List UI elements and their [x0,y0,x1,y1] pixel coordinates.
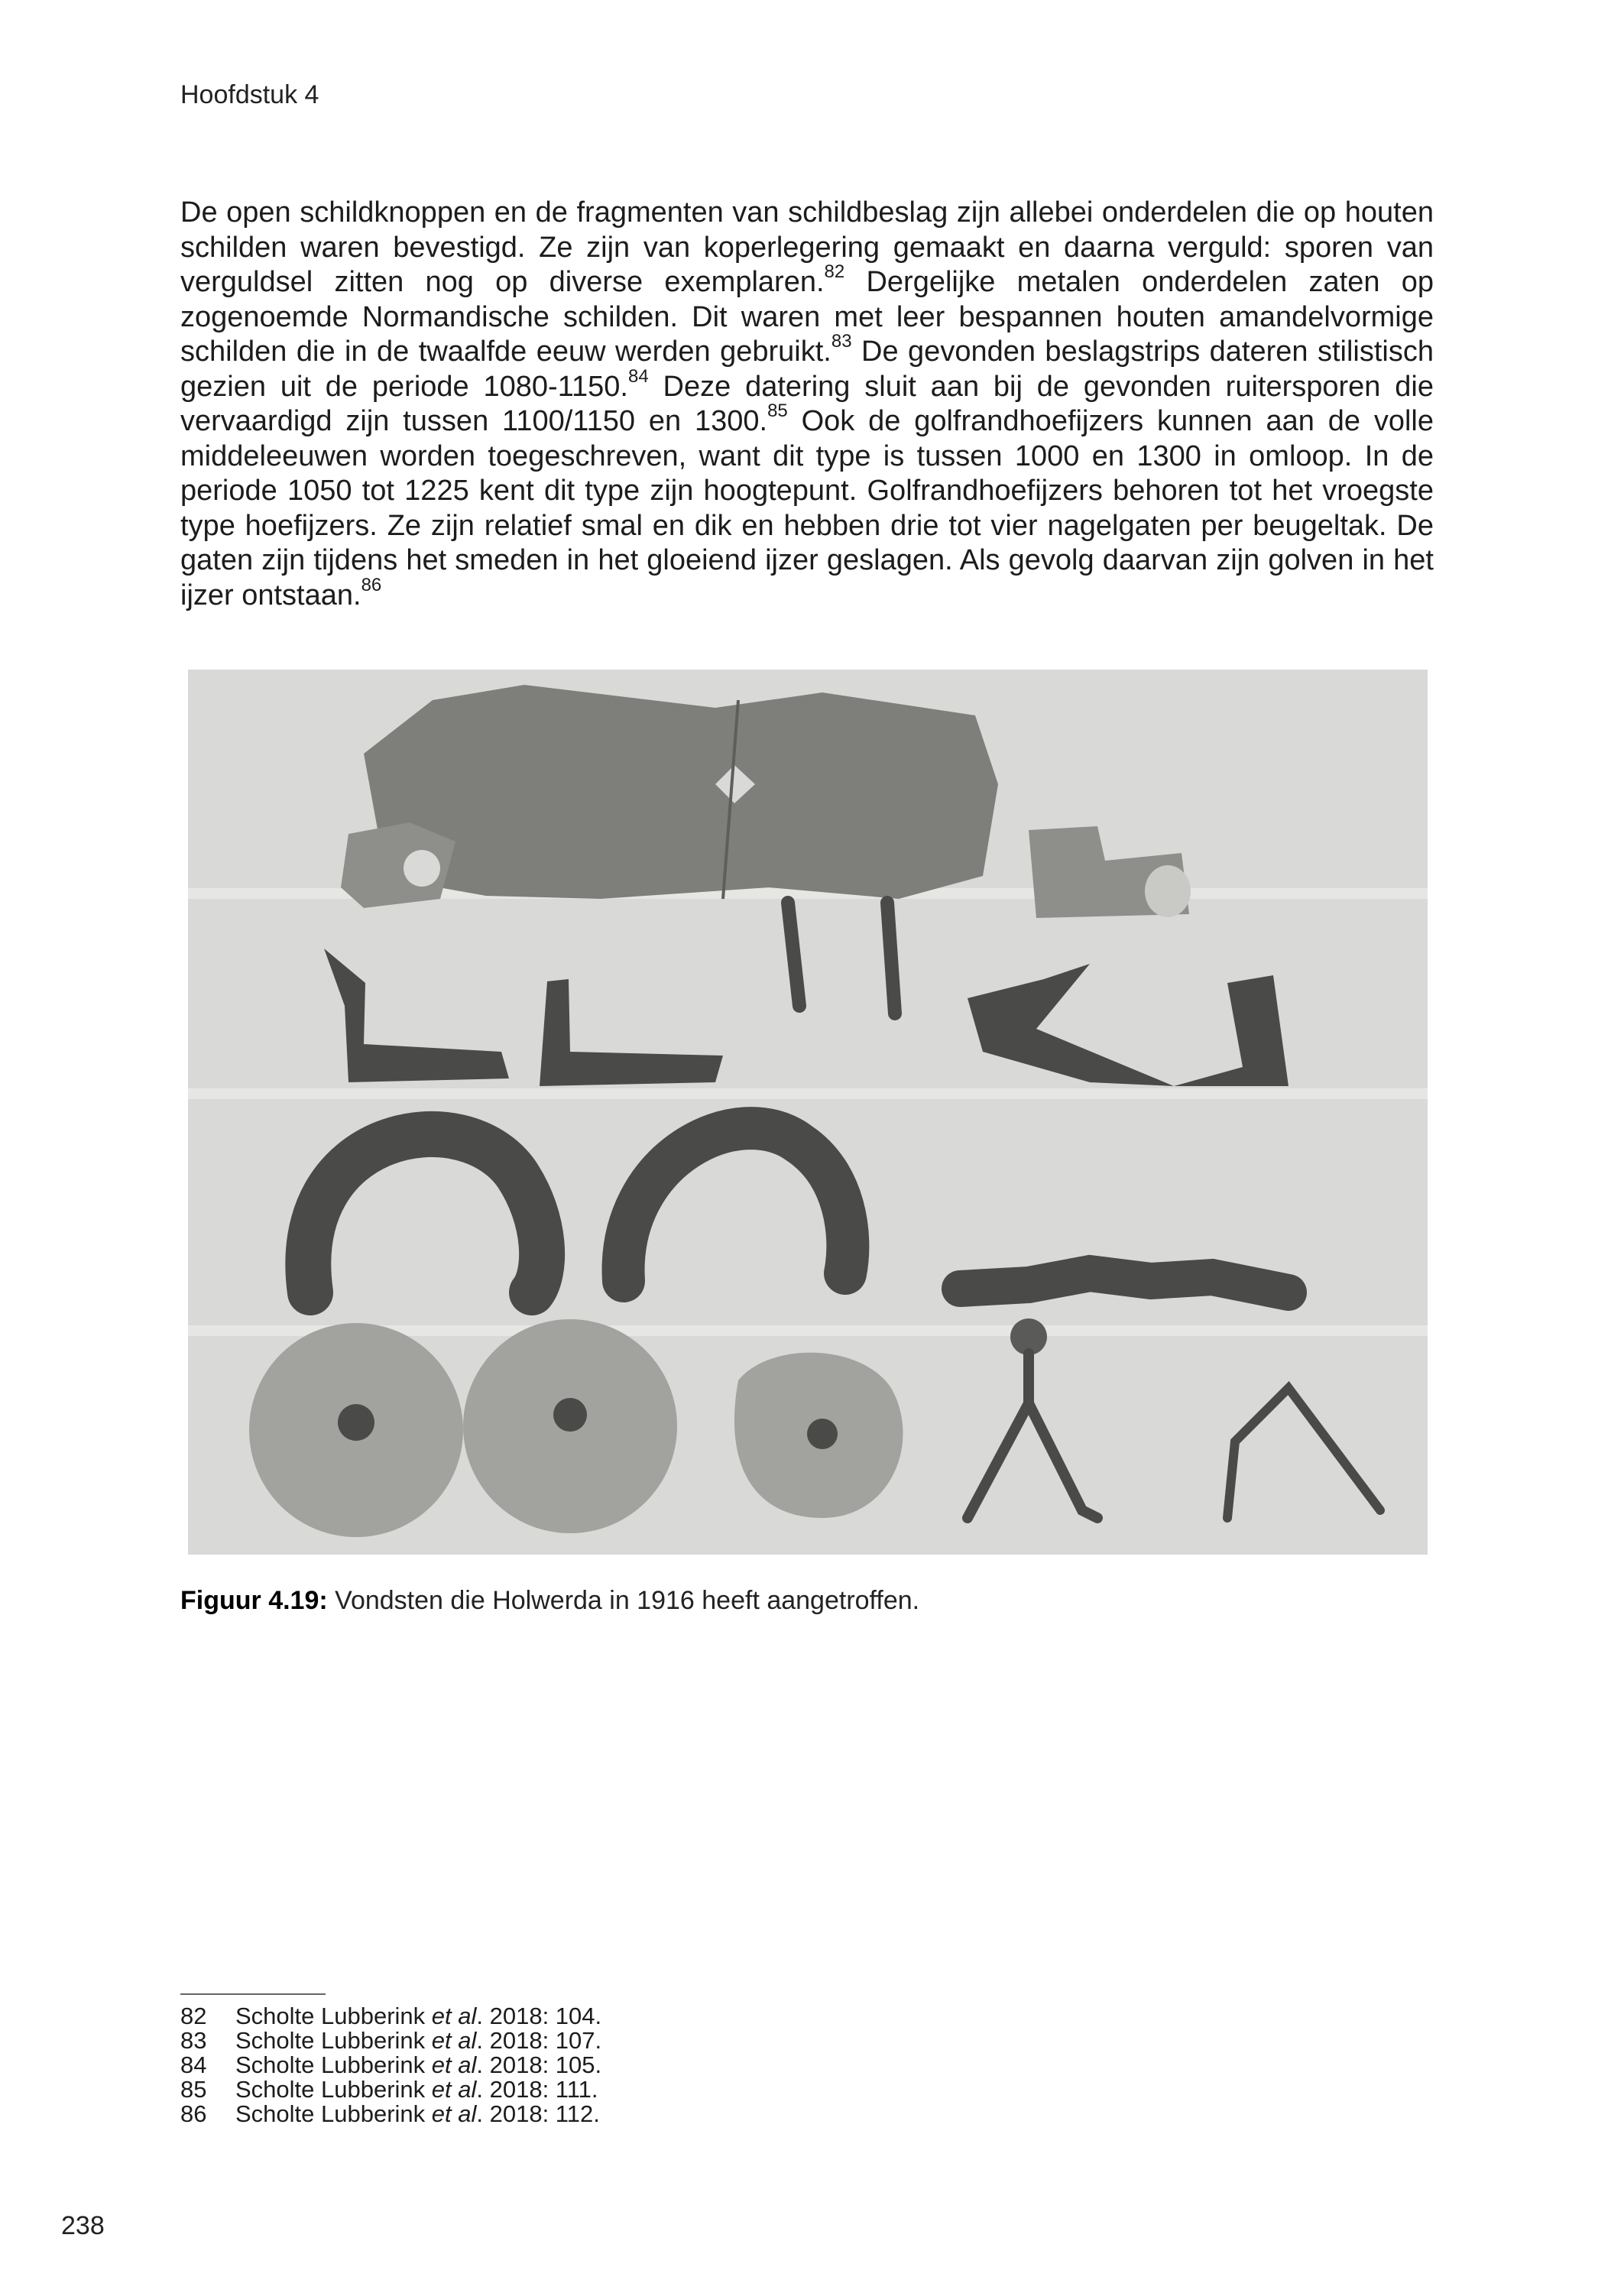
footnote-author: Scholte Lubberink [235,2100,432,2127]
footnote-number: 86 [180,2100,207,2127]
figure-photo [188,670,1428,1555]
footnote [180,2004,601,2029]
footnote-number: 83 [180,2027,207,2054]
footnote-etal: et al [431,2003,477,2029]
figure-caption [180,1585,919,1616]
footnote-etal: et al [431,2051,477,2078]
footnote-number: 85 [180,2076,207,2103]
finds-photograph [188,670,1428,1555]
footnote-ref: 85 [767,401,788,422]
footnote-author: Scholte Lubberink [235,2051,432,2078]
shield-boss-hole [404,850,440,887]
footnote-ref-detail: . 2018: 112. [476,2100,600,2127]
footnote-ref-detail: . 2018: 107. [476,2027,602,2054]
body-text-segment: Ook de golfrandhoefijzers kunnen aan de volle middeleeuwen worden toegeschreven, want dit type is tussen 1000 en 1300 in omloop. In de periode 1050 tot 1225 kent dit type zijn hoogtepunt. Golfrandhoefijzers behoren tot het vroegste type hoefijzers. Ze zijn relatief smal en dik en hebben drie tot vier nagelgaten per beugeltak. De gaten zijn tijdens het smeden in het gloeiend ijzer geslagen. Als gevolg daarvan zijn golven in het ijzer ontstaan. [180,405,1434,611]
footnote-ref-detail: . 2018: 111. [476,2076,598,2103]
footnote-number: 82 [180,2003,207,2029]
footnote [180,2077,601,2102]
footnote [180,2053,601,2077]
footnote-number: 84 [180,2051,207,2078]
footnote-etal: et al [431,2076,477,2103]
footnote-ref-detail: . 2018: 105. [476,2051,602,2078]
footnote-author: Scholte Lubberink [235,2003,432,2029]
footnote-ref-detail: . 2018: 104. [476,2003,602,2029]
nail-2 [887,903,895,1014]
body-text-segment: De gevonden beslagstrips dateren stilistisch gezien uit de periode 1080-1150. [180,336,1434,403]
shield-fragment [364,685,998,899]
shelf-2 [188,1088,1428,1099]
footnote-author: Scholte Lubberink [235,2027,432,2054]
page-number: 238 [61,2211,105,2240]
footnote-etal: et al [431,2027,477,2054]
footnote [180,2029,601,2053]
figure-caption-text: Vondsten die Holwerda in 1916 heeft aangetroffen. [327,1586,920,1615]
footnote-etal: et al [431,2100,477,2127]
footnote-ref: 86 [361,574,382,595]
footnote-ref: 82 [824,261,845,283]
footnote-divider [180,1993,326,1995]
body-text-segment: Dergelijke metalen onderdelen zaten op zogenoemde Normandische schilden. Dit waren met leer bespannen houten amandelvormige schilden die in de twaalfde eeuw werden gebruikt. [180,266,1434,368]
body-text-segment: De open schildknoppen en de fragmenten van schildbeslag zijn allebei onderdelen die op houten schilden waren bevestigd. Ze zijn van koperlegering gemaakt en daarna verguld: sporen van verguldsel zitten nog op diverse exemplaren. [180,196,1434,298]
running-head: Hoofdstuk 4 [180,80,319,109]
strap-mount-opening [1145,865,1191,917]
footnote [180,2102,601,2126]
body-paragraph [180,196,1434,613]
footnotes [180,2004,601,2126]
footnote-ref: 84 [627,365,649,387]
footnote-ref: 83 [831,331,852,352]
horseshoe-fragment [960,1273,1289,1292]
footnote-author: Scholte Lubberink [235,2076,432,2103]
body-text-segment: Deze datering sluit aan bij de gevonden ruitersporen die vervaardigd zijn tussen 1100/1150 en 1300. [180,370,1434,437]
figure-label: Figuur 4.19: [180,1586,328,1615]
